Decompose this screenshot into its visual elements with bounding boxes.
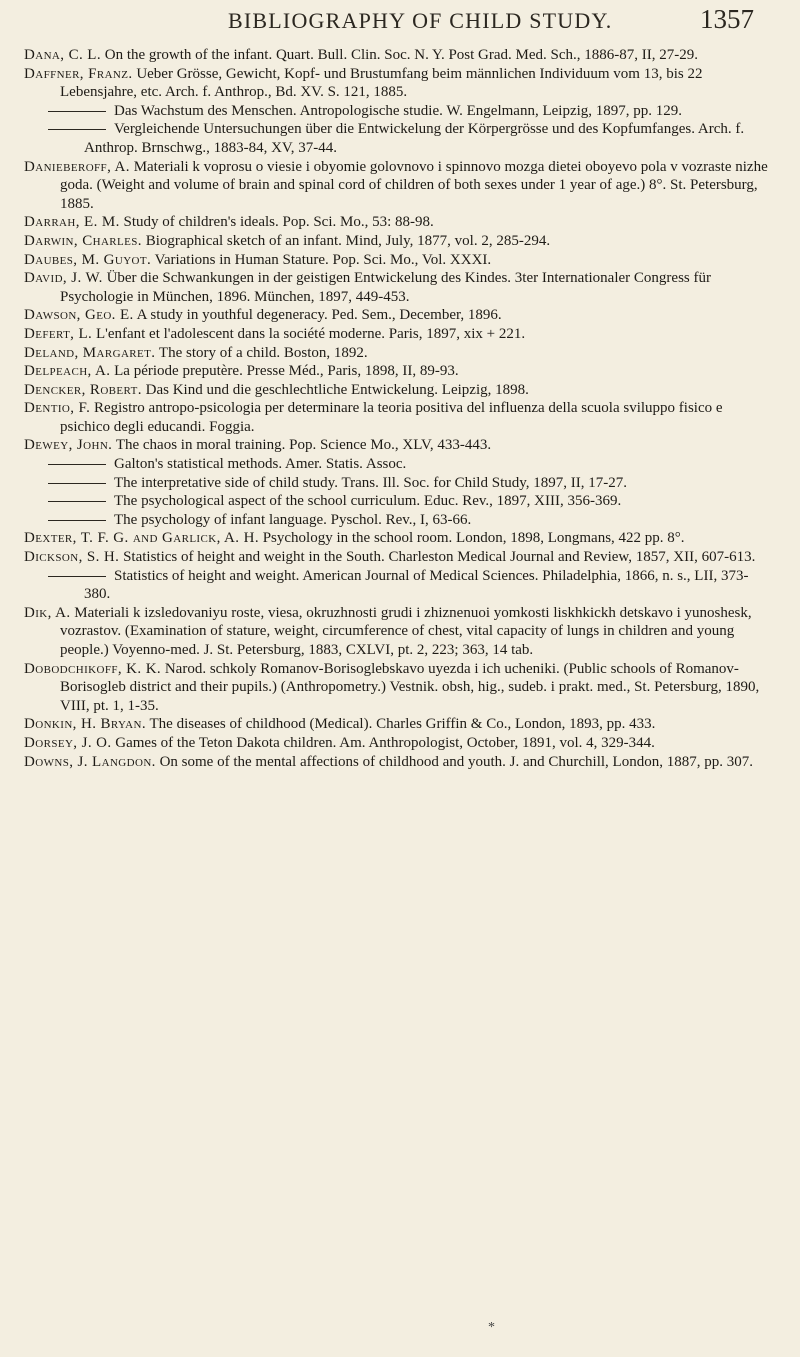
- entry-author: Darwin, Charles.: [24, 232, 142, 249]
- entry-citation: On some of the mental affections of childhood and youth. J. and Churchill, London, 1887, pp. 307.: [159, 753, 753, 770]
- entry-citation: La période preputère. Presse Méd., Paris, 1898, II, 89-93.: [114, 363, 459, 380]
- bibliography-entry: [24, 529, 772, 548]
- bibliography-entry: [24, 548, 772, 567]
- entry-author: Dana, C. L.: [24, 47, 101, 63]
- entry-author: David, J. W.: [24, 270, 103, 287]
- entry-author: Donkin, H. Bryan.: [24, 716, 147, 733]
- entry-author: Dentio, F.: [24, 400, 91, 417]
- entry-author: Daffner, Franz.: [24, 65, 133, 82]
- entry-citation: Psychology in the school room. London, 1898, Longmans, 422 pp. 8°.: [262, 530, 685, 547]
- bibliography-list: [24, 46, 772, 771]
- page-header: [0, 4, 800, 44]
- bibliography-entry: [24, 46, 772, 65]
- entry-author: Defert, L.: [24, 325, 93, 342]
- entry-author: Downs, J. Langdon.: [24, 753, 156, 770]
- bibliography-entry: [24, 232, 772, 251]
- bibliography-entry: [24, 65, 772, 102]
- entry-citation: On the growth of the infant. Quart. Bull. Clin. Soc. N. Y. Post Grad. Med. Sch., 1886-87, II, 27-29.: [104, 47, 699, 63]
- entry-citation: Materiali k izsledovaniyu roste, viesa, okruzhnosti grudi i zhiznenuoi yomkosti liskhkickh detskavo i yunoshesk, vozrastov. (Examination of stature, weight, circumference of chest, vital capacity of lungs in children and young people.) Voyenno-med. J. St. Petersburg, 1883, CXLVI, pt. 2, 223; 363, 14 tab.: [60, 604, 752, 658]
- bibliography-entry: [24, 604, 772, 660]
- entry-citation: A study in youthful degeneracy. Ped. Sem., December, 1896.: [136, 307, 502, 324]
- bibliography-entry: [24, 269, 772, 306]
- ditto-rule: [48, 111, 106, 112]
- ditto-rule: [48, 520, 106, 521]
- entry-author: Dorsey, J. O.: [24, 734, 112, 751]
- bibliography-entry: [24, 213, 772, 232]
- bibliography-entry: [24, 455, 772, 474]
- entry-citation: Statistics of height and weight in the South. Charleston Medical Journal and Review, 1857, XII, 607-613.: [123, 549, 756, 566]
- bibliography-entry: [24, 474, 772, 493]
- page-number: 1357: [700, 4, 754, 34]
- ditto-rule: [48, 576, 106, 577]
- bibliography-entry: [24, 511, 772, 530]
- bibliography-entry: [24, 399, 772, 436]
- bibliography-entry: [24, 251, 772, 270]
- bibliography-entry: [24, 325, 772, 344]
- entry-author: Delpeach, A.: [24, 363, 111, 380]
- entry-citation: Games of the Teton Dakota children. Am. Anthropologist, October, 1891, vol. 4, 329-344.: [115, 734, 655, 751]
- bibliography-entry: [24, 158, 772, 214]
- entry-citation: Über die Schwankungen in der geistigen Entwickelung des Kindes. 3ter Internationaler Congress für Psychologie in München, 1896. München, 1897, 449-453.: [60, 270, 711, 305]
- running-title: BIBLIOGRAPHY OF CHILD STUDY.: [228, 8, 613, 33]
- entry-citation: L'enfant et l'adolescent dans la société moderne. Paris, 1897, xix + 221.: [95, 325, 526, 342]
- entry-citation: Ueber Grösse, Gewicht, Kopf- und Brustumfang beim männlichen Individuum vom 13, bis 22 Lebensjahre, etc. Arch. f. Anthrop., Bd. XV. S. 121, 1885.: [60, 65, 703, 101]
- entry-author: Dickson, S. H.: [24, 549, 120, 566]
- entry-citation: Materiali k voprosu o viesie i obyomie golovnovo i spinnovo mozga dietei oboyevo pola v vozraste nizhe goda. (Weight and volume of brain and spinal cord of children of both sexes under 1 year of age.) 8°. St. Petersburg, 1885.: [60, 158, 768, 212]
- entry-citation: Registro antropo-psicologia per determinare la teoria positiva del influenza della scuola sviluppo fisico e psichico degli educandi. Foggia.: [60, 400, 723, 435]
- entry-citation: Statistics of height and weight. American Journal of Medical Sciences. Philadelphia, 1866, n. s., LII, 373-380.: [84, 567, 749, 603]
- ditto-rule: [48, 129, 106, 130]
- ditto-rule: [48, 501, 106, 502]
- entry-citation: The chaos in moral training. Pop. Science Mo., XLV, 433-443.: [115, 437, 492, 454]
- entry-author: Deland, Margaret.: [24, 344, 156, 361]
- entry-citation: Das Kind und die geschlechtliche Entwickelung. Leipzig, 1898.: [145, 381, 529, 398]
- entry-citation: Study of children's ideals. Pop. Sci. Mo., 53: 88-98.: [123, 214, 434, 231]
- entry-citation: The interpretative side of child study. Trans. Ill. Soc. for Child Study, 1897, II, 17-27.: [114, 474, 627, 491]
- bibliography-entry: [24, 567, 772, 604]
- entry-author: Dewey, John.: [24, 437, 113, 454]
- bibliography-entry: [24, 344, 772, 363]
- bibliography-entry: [24, 381, 772, 400]
- entry-citation: Biographical sketch of an infant. Mind, July, 1877, vol. 2, 285-294.: [145, 232, 551, 249]
- bibliography-entry: [24, 715, 772, 734]
- entry-citation: The psychology of infant language. Pyschol. Rev., I, 63-66.: [114, 511, 472, 528]
- bibliography-entry: [24, 753, 772, 772]
- entry-citation: Vergleichende Untersuchungen über die Entwickelung der Körpergrösse und des Kopfumfanges. Arch. f. Anthrop. Brnschwg., 1883-84, XV, 37-44.: [84, 121, 745, 156]
- ditto-rule: [48, 483, 106, 484]
- entry-author: Dobodchikoff, K. K.: [24, 660, 162, 677]
- print-mark: *: [488, 1320, 495, 1335]
- entry-citation: The diseases of childhood (Medical). Charles Griffin & Co., London, 1893, pp. 433.: [149, 716, 656, 733]
- entry-citation: The psychological aspect of the school curriculum. Educ. Rev., 1897, XIII, 356-369.: [114, 493, 622, 510]
- bibliography-entry: [24, 120, 772, 157]
- bibliography-entry: [24, 362, 772, 381]
- entry-citation: Narod. schkoly Romanov-Borisoglebskavo uyezda i ich ucheniki. (Public schools of Romanov-Borisogleb district and their pupils.) (Anthropometry.) Vestnik. obsh, hig., sudeb. i prakt. med., St. Petersburg, 1890, VIII, pt. 1, 1-35.: [60, 660, 760, 714]
- bibliography-entry: [24, 660, 772, 716]
- entry-author: Danieberoff, A.: [24, 158, 130, 175]
- entry-author: Darrah, E. M.: [24, 214, 120, 231]
- ditto-rule: [48, 464, 106, 465]
- bibliography-entry: [24, 306, 772, 325]
- entry-author: Daubes, M. Guyot.: [24, 251, 152, 268]
- bibliography-entry: [24, 102, 772, 121]
- entry-author: Dencker, Robert.: [24, 381, 142, 398]
- entry-citation: The story of a child. Boston, 1892.: [158, 344, 368, 361]
- entry-citation: Galton's statistical methods. Amer. Statis. Assoc.: [114, 456, 407, 473]
- entry-citation: Variations in Human Stature. Pop. Sci. Mo., Vol. XXXI.: [154, 251, 492, 268]
- entry-author: Dawson, Geo. E.: [24, 307, 134, 324]
- entry-author: Dik, A.: [24, 604, 71, 621]
- bibliography-entry: [24, 436, 772, 455]
- entry-citation: Das Wachstum des Menschen. Antropologische studie. W. Engelmann, Leipzig, 1897, pp. 129.: [114, 102, 683, 119]
- entry-author: Dexter, T. F. G. and Garlick, A. H.: [24, 530, 259, 547]
- bibliography-entry: [24, 492, 772, 511]
- bibliography-entry: [24, 734, 772, 753]
